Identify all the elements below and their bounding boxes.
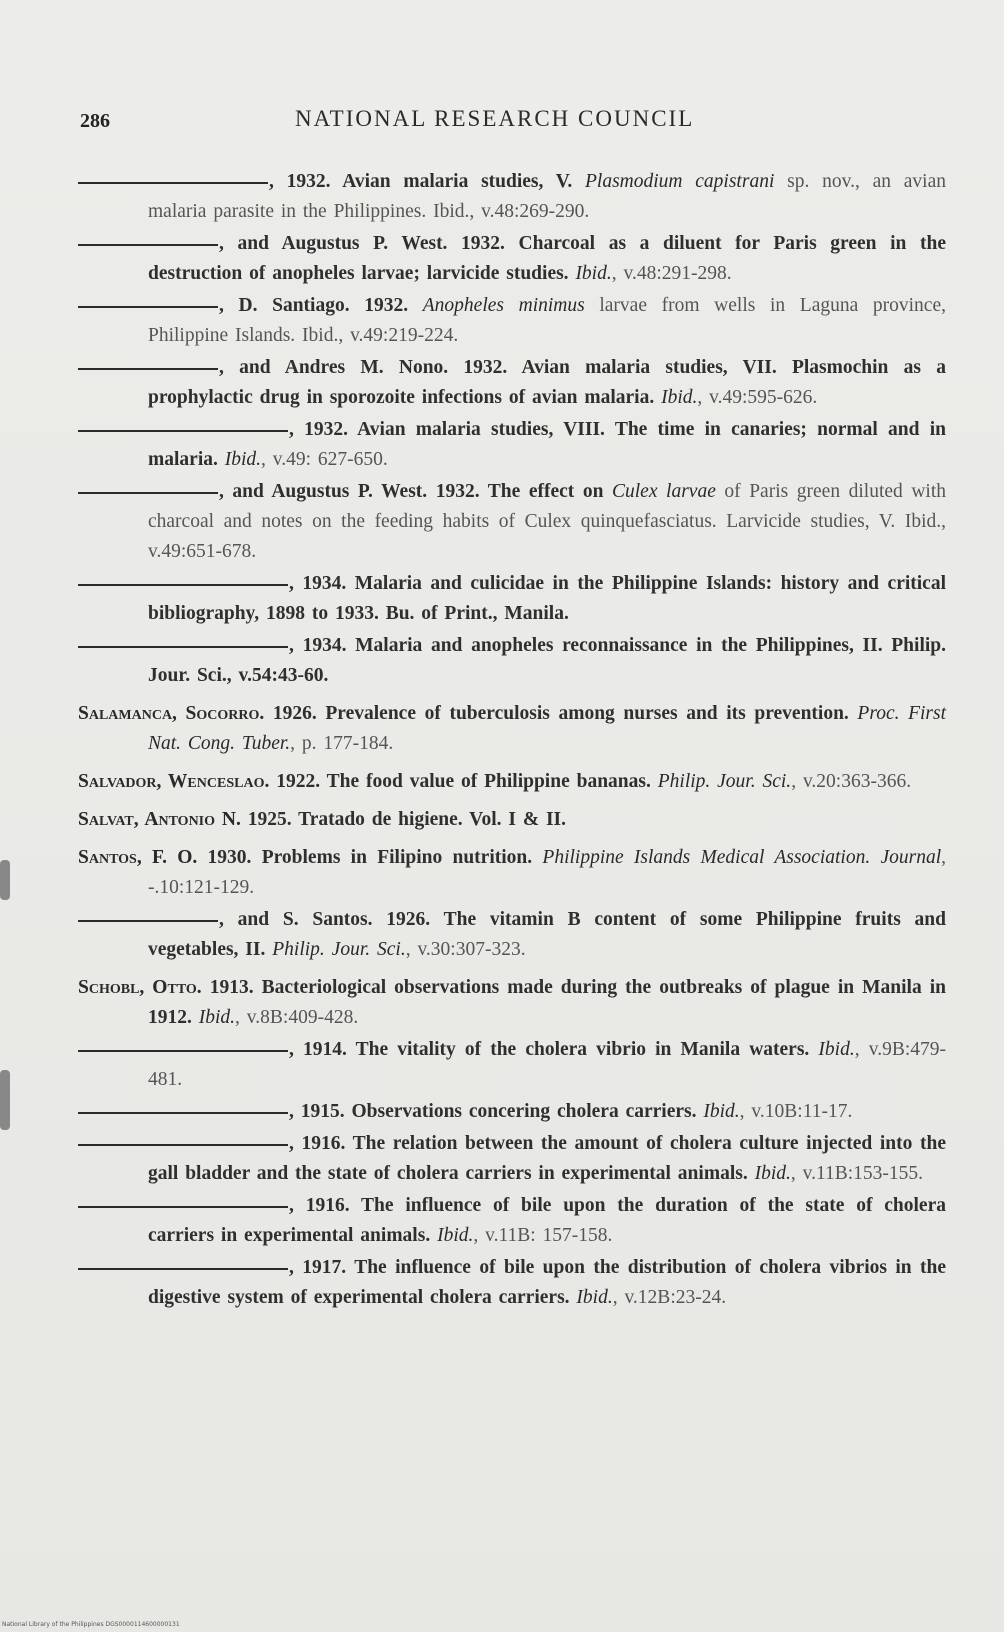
ditto-rule bbox=[78, 182, 268, 184]
entry-author: Schobl, Otto. bbox=[78, 977, 202, 998]
bibliography-entry bbox=[78, 973, 946, 1033]
entry-citation: , v.11B: 157-158. bbox=[473, 1225, 613, 1246]
bibliography-entry bbox=[78, 229, 946, 289]
entry-text: , 1916. The influence of bile upon the duration of the state of cholera carriers in experimental animals. bbox=[148, 1195, 946, 1246]
entry-text: , 1934. Malaria and anopheles reconnaissance in the Philippines, II. Philip. Jour. Sci., v.54:43-60. bbox=[148, 635, 946, 686]
entry-citation: , v.20:363-366. bbox=[791, 771, 912, 792]
bibliography-entry bbox=[78, 631, 946, 691]
entry-journal: Ibid. bbox=[818, 1039, 855, 1060]
entry-text: 1930. Problems in Filipino nutrition. bbox=[197, 847, 543, 868]
bibliography-entry bbox=[78, 291, 946, 351]
entry-journal: Plasmodium capistrani bbox=[585, 171, 775, 192]
entry-citation: of Paris green diluted with charcoal and notes on the feeding habits of Culex quinquefasciatus. Larvicide studies, V. Ibid., v.49:651-678. bbox=[148, 481, 946, 562]
entry-author: Salvat, Antonio N. bbox=[78, 809, 241, 830]
bibliography-list bbox=[78, 167, 946, 1315]
entry-text: , 1917. The influence of bile upon the distribution of cholera vibrios in the digestive system of experimental cholera carriers. bbox=[148, 1257, 946, 1308]
ditto-rule bbox=[78, 368, 218, 370]
ditto-rule bbox=[78, 306, 218, 308]
entry-text: , 1916. The relation between the amount of cholera culture injected into the gall bladder and the state of cholera carriers in experimental animals. bbox=[148, 1133, 946, 1184]
entry-journal: Philip. Jour. Sci. bbox=[657, 771, 792, 792]
entry-journal: Philippine Islands Medical Association. Journal bbox=[542, 847, 942, 868]
entry-text: 1926. Prevalence of tuberculosis among nurses and its prevention. bbox=[264, 703, 858, 724]
entry-citation: , v.8B:409-428. bbox=[235, 1007, 359, 1028]
ditto-rule bbox=[78, 1268, 288, 1270]
entry-text: 1925. Tratado de higiene. Vol. I & II. bbox=[240, 809, 567, 830]
entry-journal: Ibid. bbox=[661, 387, 698, 408]
scan-mark bbox=[0, 860, 10, 900]
entry-author: Salvador, Wenceslao. bbox=[78, 771, 270, 792]
ditto-rule bbox=[78, 584, 288, 586]
bibliography-entry bbox=[78, 1097, 946, 1127]
ditto-rule bbox=[78, 646, 288, 648]
bibliography-entry bbox=[78, 569, 946, 629]
entry-journal: Ibid. bbox=[198, 1007, 236, 1028]
bibliography-entry bbox=[78, 1191, 946, 1251]
entry-citation: , v.48:291-298. bbox=[611, 263, 732, 284]
ditto-rule bbox=[78, 920, 218, 922]
entry-text: 1913. Bacteriological observations made during the outbreaks of plague in Manila in 1912. bbox=[148, 977, 947, 1028]
running-head: NATIONAL RESEARCH COUNCIL bbox=[295, 106, 695, 131]
ditto-rule bbox=[78, 430, 288, 432]
bibliography-entry bbox=[78, 699, 946, 759]
entry-journal: Ibid. bbox=[575, 263, 612, 284]
bibliography-entry bbox=[78, 477, 946, 567]
entry-citation: , v.9B:479-481. bbox=[148, 1039, 946, 1090]
scan-mark bbox=[0, 1070, 10, 1130]
entry-citation: , v.49: 627-650. bbox=[261, 449, 388, 470]
entry-text: , and Augustus P. West. 1932. The effect on bbox=[219, 481, 612, 502]
entry-citation: sp. nov., an avian malaria parasite in the Philippines. Ibid., v.48:269-290. bbox=[148, 171, 946, 222]
entry-journal: Ibid. bbox=[703, 1101, 740, 1122]
bibliography-entry bbox=[78, 767, 946, 797]
bibliography-entry bbox=[78, 805, 946, 835]
bibliography-entry bbox=[78, 415, 946, 475]
page-header bbox=[80, 102, 964, 138]
bibliography-entry bbox=[78, 1035, 946, 1095]
entry-text: , and Augustus P. West. 1932. Charcoal as a diluent for Paris green in the destruction of anopheles larvae; larvicide studies. bbox=[148, 233, 946, 284]
entry-author: Santos, F. O. bbox=[78, 847, 198, 868]
entry-journal: Proc. First Nat. Cong. Tuber. bbox=[148, 703, 947, 754]
ditto-rule bbox=[78, 492, 218, 494]
bibliography-entry bbox=[78, 1129, 946, 1189]
entry-journal: Ibid. bbox=[576, 1287, 613, 1308]
entry-journal: Anopheles minimus bbox=[422, 295, 585, 316]
entry-text: , 1932. Avian malaria studies, V. bbox=[269, 171, 586, 192]
entry-citation: , v.49:595-626. bbox=[697, 387, 818, 408]
entry-citation: , v.12B:23-24. bbox=[612, 1287, 727, 1308]
ditto-rule bbox=[78, 1206, 288, 1208]
entry-text: , and Andres M. Nono. 1932. Avian malaria studies, VII. Plasmochin as a prophylactic drug in sporozoite infections of avian malaria. bbox=[148, 357, 946, 408]
bibliography-entry bbox=[78, 1253, 946, 1313]
footer: National Library of the Philippines DGS0000114600000131 bbox=[2, 1621, 180, 1628]
entry-text: , 1934. Malaria and culicidae in the Philippine Islands: history and critical bibliography, 1898 to 1933. Bu. of Print., Manila. bbox=[148, 573, 946, 624]
bibliography-entry bbox=[78, 843, 946, 903]
entry-text: , and S. Santos. 1926. The vitamin B content of some Philippine fruits and vegetables, II. bbox=[148, 909, 946, 960]
entry-journal: Philip. Jour. Sci. bbox=[272, 939, 406, 960]
ditto-rule bbox=[78, 244, 218, 246]
entry-citation: , p. 177-184. bbox=[290, 733, 394, 754]
entry-text: , 1915. Observations concering cholera carriers. bbox=[289, 1101, 704, 1122]
entry-citation: , v.10B:11-17. bbox=[739, 1101, 853, 1122]
ditto-rule bbox=[78, 1144, 288, 1146]
entry-journal: Culex larvae bbox=[612, 481, 716, 502]
entry-journal: Ibid. bbox=[437, 1225, 474, 1246]
entry-text: , 1932. Avian malaria studies, VIII. The time in canaries; normal and in malaria. bbox=[148, 419, 946, 470]
entry-text: , D. Santiago. 1932. bbox=[219, 295, 423, 316]
entry-citation: larvae from wells in Laguna province, Philippine Islands. Ibid., v.49:219-224. bbox=[148, 295, 946, 346]
bibliography-entry bbox=[78, 905, 946, 965]
bibliography-entry bbox=[78, 353, 946, 413]
page-number: 286 bbox=[80, 110, 110, 132]
entry-journal: Ibid. bbox=[754, 1163, 791, 1184]
entry-citation: , v.30:307-323. bbox=[405, 939, 526, 960]
bibliography-entry bbox=[78, 167, 946, 227]
entry-text: 1922. The food value of Philippine bananas. bbox=[269, 771, 658, 792]
ditto-rule bbox=[78, 1112, 288, 1114]
ditto-rule bbox=[78, 1050, 288, 1052]
entry-author: Salamanca, Socorro. bbox=[78, 703, 265, 724]
entry-citation: , -.10:121-129. bbox=[148, 847, 946, 898]
entry-citation: , v.11B:153-155. bbox=[790, 1163, 924, 1184]
entry-text: , 1914. The vitality of the cholera vibrio in Manila waters. bbox=[289, 1039, 819, 1060]
entry-journal: Ibid. bbox=[224, 449, 262, 470]
